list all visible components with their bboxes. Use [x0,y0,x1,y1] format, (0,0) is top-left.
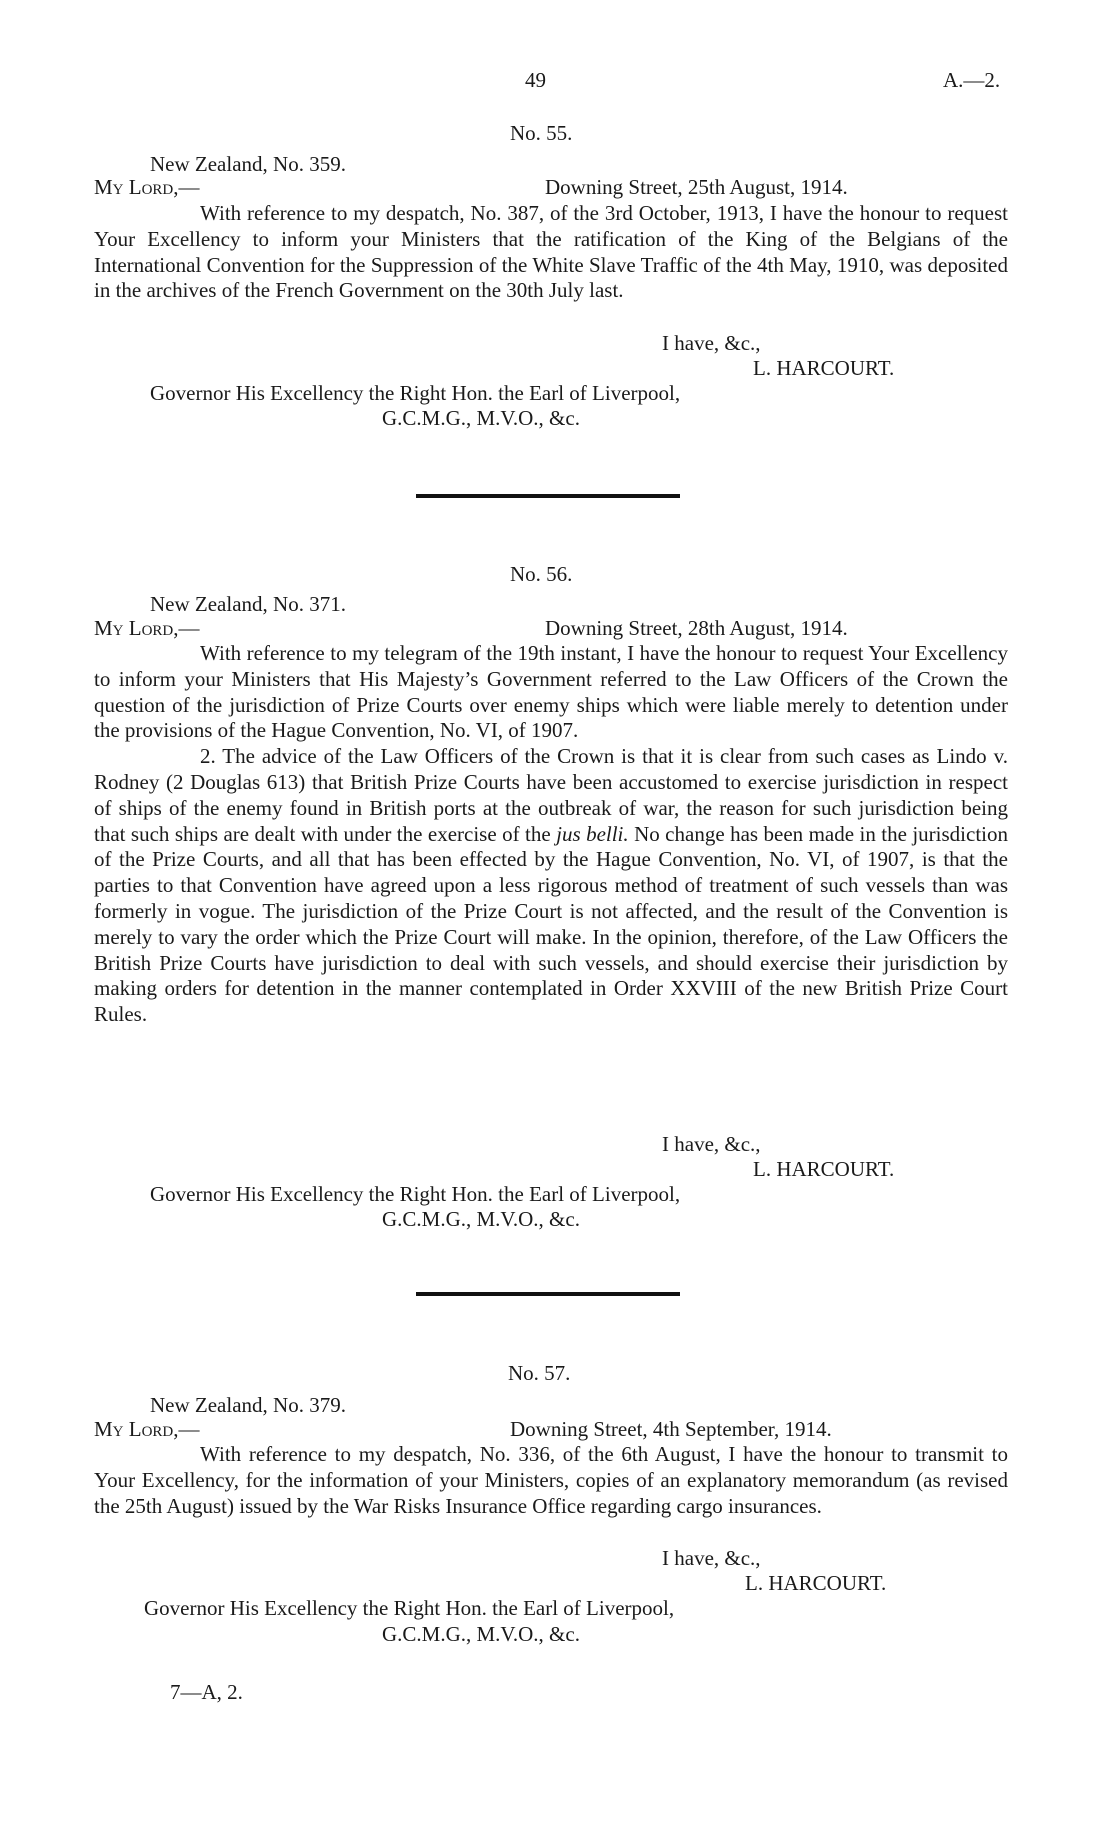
place-date: Downing Street, 25th August, 1914. [545,175,848,199]
paragraph-text: 2. The advice of the Law Officers of the Crown is that it is clear from such cases as Lindo v. Rodney (2 Douglas 613) that British Prize Courts have been accustomed to exercise jurisdiction in respect of ships of the enemy found in British ports at the outbreak of war, the reason for such jurisdiction being that such ships are dealt with under the exercise of the [94,744,1008,846]
signature: L. HARCOURT. [753,356,895,380]
place-date: Downing Street, 4th September, 1914. [510,1417,832,1441]
paragraph: With reference to my despatch, No. 387, of the 3rd October, 1913, I have the honour to request Your Excellency to inform your Ministers that the ratification of the King of the Belgians of the International Convention for the Suppression of the White Slave Traffic of the 4th May, 1910, was deposited in the archives of the French Government on the 30th July last. [94,201,1008,303]
addressee: Governor His Excellency the Right Hon. the Earl of Liverpool, [144,1596,675,1620]
closing: I have, &c., [662,331,761,355]
letter-ref: New Zealand, No. 371. [150,592,346,616]
place-date: Downing Street, 28th August, 1914. [545,616,848,640]
section-divider [416,1292,680,1296]
addressee-honours: G.C.M.G., M.V.O., &c. [382,1207,580,1231]
salutation: My Lord,— [94,1417,200,1441]
paragraph: With reference to my despatch, No. 336, of the 6th August, I have the honour to transmit to Your Excellency, for the information of your Ministers, copies of an explanatory memorandum (as revised the 25th August) issued by the War Risks Insurance Office regarding cargo insurances. [94,1442,1008,1518]
latin-term: jus belli. [556,821,629,846]
letter-ref: New Zealand, No. 359. [150,152,346,176]
document-reference: A.—2. [943,68,1001,92]
letter-body [94,201,1008,304]
signature: L. HARCOURT. [753,1157,895,1181]
letter-number: No. 56. [510,562,573,586]
paragraph-text: No change has been made in the jurisdiction of the Prize Courts, and all that has been effected by the Hague Convention, No. VI, of 1907, is that the parties to that Convention have agreed upon a less rigorous method of treatment of such vessels than was formerly in vogue. The jurisdiction of the Prize Court is not affected, and the result of the Convention is merely to vary the order which the Prize Court will make. In the opinion, therefore, of the Law Officers the British Prize Courts have jurisdiction to deal with such vessels, and should exercise their jurisdiction by making orders for detention in the manner contemplated in Order XXVIII of the new British Prize Court Rules. [94,821,1008,1027]
page-number: 49 [525,68,546,92]
section-divider [416,494,680,498]
addressee-honours: G.C.M.G., M.V.O., &c. [382,406,580,430]
closing: I have, &c., [662,1546,761,1570]
salutation: My Lord,— [94,616,200,640]
paragraph: With reference to my telegram of the 19th instant, I have the honour to request Your Excellency to inform your Ministers that His Majesty’s Government referred to the Law Officers of the Crown the question of the jurisdiction of Prize Courts over enemy ships which were liable merely to detention under the provisions of the Hague Convention, No. VI, of 1907. [94,641,1008,743]
letter-body [94,641,1008,1028]
letter-number: No. 57. [508,1361,571,1385]
paragraph [94,744,1008,1028]
addressee: Governor His Excellency the Right Hon. the Earl of Liverpool, [150,381,681,405]
addressee-honours: G.C.M.G., M.V.O., &c. [382,1622,580,1646]
letter-ref: New Zealand, No. 379. [150,1393,346,1417]
letter-number: No. 55. [510,121,573,145]
signature-mark: 7—A, 2. [170,1680,243,1704]
letter-body [94,1442,1008,1519]
addressee: Governor His Excellency the Right Hon. the Earl of Liverpool, [150,1182,681,1206]
signature: L. HARCOURT. [745,1571,887,1595]
closing: I have, &c., [662,1132,761,1156]
salutation: My Lord,— [94,175,200,199]
